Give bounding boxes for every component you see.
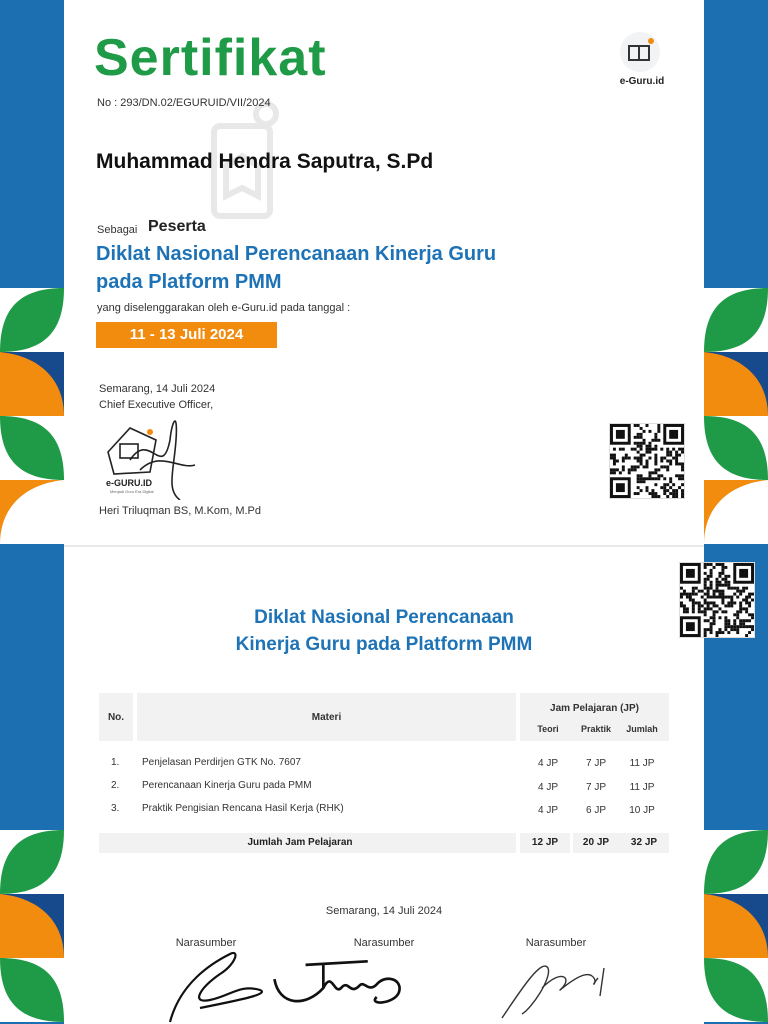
- left-pattern-graphic: [0, 0, 64, 1024]
- role-prefix: Sebagai: [97, 224, 138, 236]
- organizer-text: yang diselenggarakan oleh e-Guru.id pada tanggal :: [97, 302, 351, 314]
- participant-role: Peserta: [148, 218, 206, 235]
- qr-code-icon: [609, 423, 685, 499]
- speaker-signature-3: [492, 948, 652, 1024]
- header-praktik: Praktik: [580, 724, 612, 734]
- course-title-line-2: pada Platform PMM: [96, 271, 282, 293]
- syllabus-title-line-2: Kinerja Guru pada Platform PMM: [235, 634, 533, 655]
- certificate-number: No : 293/DN.02/EGURUID/VII/2024: [97, 97, 271, 109]
- total-jumlah: 32 JP: [619, 833, 669, 853]
- total-praktik: 20 JP: [573, 833, 619, 853]
- total-label: Jumlah Jam Pelajaran: [247, 837, 353, 848]
- header-jp-label: Jam Pelajaran (JP): [550, 703, 639, 714]
- table-row-no: 2.: [111, 780, 120, 791]
- table-row-praktik: 6 JP: [585, 805, 606, 816]
- page-divider: [64, 545, 704, 547]
- table-row-teori: 4 JP: [537, 758, 558, 769]
- table-row-materi: Praktik Pengisian Rencana Hasil Kerja (RHK): [142, 803, 344, 814]
- syllabus-title-line-1: Diklat Nasional Perencanaan: [254, 607, 514, 628]
- table-row-materi: Penjelasan Perdirjen GTK No. 7607: [142, 757, 301, 768]
- table-row-no: 3.: [111, 803, 120, 814]
- speaker-label-2: Narasumber: [353, 937, 415, 949]
- right-pattern-graphic: [704, 0, 768, 1024]
- signer-title: Chief Executive Officer,: [99, 399, 214, 411]
- speaker-signature-2: [270, 948, 430, 1024]
- table-row-jumlah: 11 JP: [629, 758, 655, 769]
- book-logo-icon: [618, 30, 662, 74]
- table-row-jumlah: 11 JP: [629, 782, 655, 793]
- speaker-label-1: Narasumber: [175, 937, 237, 949]
- certificate-title: Sertifikat: [94, 29, 327, 87]
- right-decorative-band: [704, 0, 768, 1024]
- syllabus-place-date: Semarang, 14 Juli 2024: [325, 905, 443, 917]
- course-title-line-1: Diklat Nasional Perencanaan Kinerja Guru: [96, 243, 497, 265]
- table-row-materi: Perencanaan Kinerja Guru pada PMM: [142, 780, 312, 791]
- speaker-label-3: Narasumber: [525, 937, 587, 949]
- syllabus-title: [64, 604, 704, 658]
- stamp-text: e-GURU.ID: [106, 478, 153, 488]
- table-row-teori: 4 JP: [537, 782, 558, 793]
- table-row-praktik: 7 JP: [585, 782, 606, 793]
- header-materi: Materi: [137, 693, 516, 741]
- left-decorative-band: [0, 0, 64, 1024]
- course-title: [96, 240, 616, 296]
- date-badge: 11 - 13 Juli 2024: [96, 322, 277, 348]
- logo-text: e-Guru.id: [619, 76, 665, 87]
- table-row-teori: 4 JP: [537, 805, 558, 816]
- header-teori: Teori: [537, 724, 559, 734]
- signer-name: Heri Triluqman BS, M.Kom, M.Pd: [99, 505, 261, 517]
- total-teori: 12 JP: [520, 833, 570, 853]
- stamp-tagline: Menjadi Guru Era Digital: [110, 489, 154, 494]
- signing-block: [99, 381, 215, 413]
- table-row-praktik: 7 JP: [585, 758, 606, 769]
- header-no: No.: [99, 693, 133, 741]
- recipient-name: Muhammad Hendra Saputra, S.Pd: [96, 150, 434, 173]
- table-row-no: 1.: [111, 757, 120, 768]
- header-jumlah: Jumlah: [626, 724, 658, 734]
- signing-place-date: Semarang, 14 Juli 2024: [99, 383, 216, 395]
- table-row-jumlah: 10 JP: [629, 805, 655, 816]
